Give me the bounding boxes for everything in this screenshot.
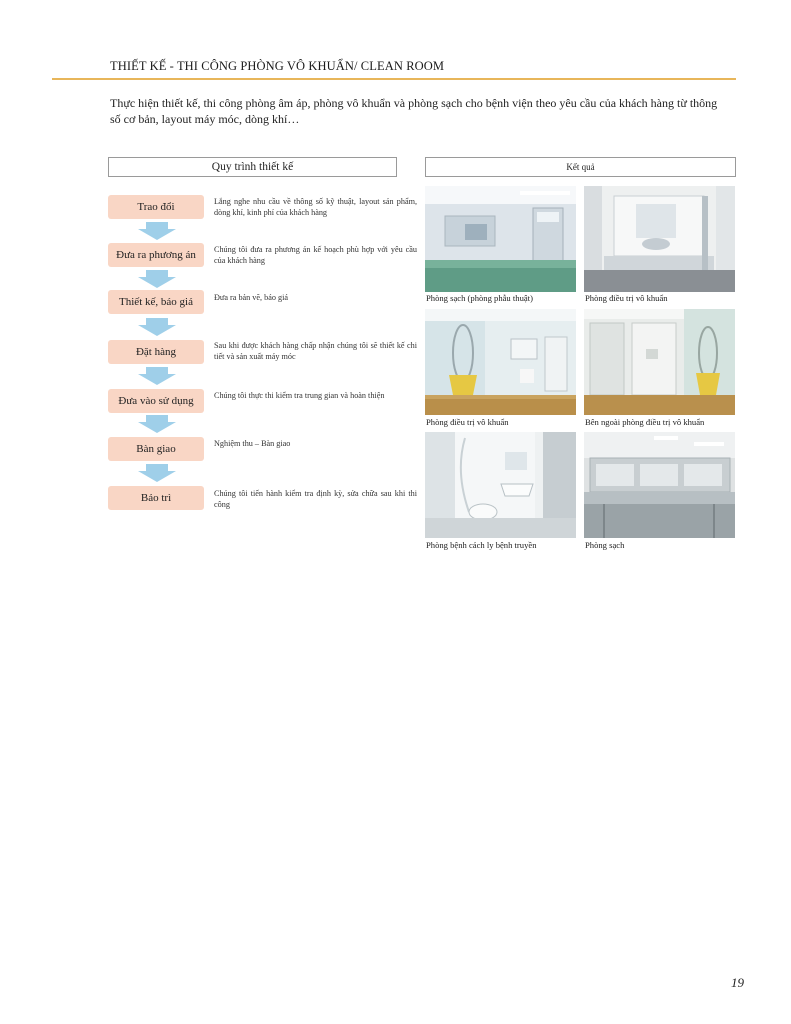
step-box: Đưa ra phương án xyxy=(108,243,204,267)
down-arrow-icon xyxy=(138,367,176,385)
down-arrow-icon xyxy=(138,222,176,240)
step-box: Trao đổi xyxy=(108,195,204,219)
photo-caption: Phòng điều trị vô khuẩn xyxy=(585,293,668,303)
down-arrow-icon xyxy=(138,270,176,288)
photo-caption: Phòng sạch xyxy=(585,540,625,550)
photo-isolation-ward xyxy=(425,432,576,538)
step-box: Bảo trì xyxy=(108,486,204,510)
step-description: Sau khi được khách hàng chấp nhận chúng tôi sẽ thiết kế chi tiết và sản xuất máy móc xyxy=(214,341,417,361)
step-description: Lắng nghe nhu cầu về thông số kỹ thuật, layout sản phẩm, dòng khí, kinh phí của khách hàng xyxy=(214,197,417,217)
step-description: Chúng tôi đưa ra phương án kế hoạch phù hợp với yêu cầu của khách hàng xyxy=(214,245,417,265)
photo-aseptic-room-2 xyxy=(425,309,576,415)
step-description: Đưa ra bản vẽ, báo giá xyxy=(214,293,288,302)
intro-paragraph: Thực hiện thiết kế, thi công phòng âm áp, phòng vô khuẩn và phòng sạch cho bệnh viện theo yêu cầu của khách hàng từ thông số cơ bản, layout máy móc, dòng khí… xyxy=(110,96,718,126)
photo-caption: Phòng bệnh cách ly bệnh truyền xyxy=(426,540,537,550)
page-title: THIẾT KẾ - THI CÔNG PHÒNG VÔ KHUẨN/ CLEAN ROOM xyxy=(110,59,445,73)
down-arrow-icon xyxy=(138,318,176,336)
photo-caption: Bên ngoài phòng điều trị vô khuẩn xyxy=(585,417,705,427)
page-number: 19 xyxy=(731,975,744,990)
process-heading: Quy trình thiết kế xyxy=(108,157,397,177)
photo-aseptic-room-1 xyxy=(584,186,735,292)
down-arrow-icon xyxy=(138,415,176,433)
title-rule xyxy=(52,78,736,80)
step-box: Bàn giao xyxy=(108,437,204,461)
down-arrow-icon xyxy=(138,464,176,482)
step-box: Thiết kế, báo giá xyxy=(108,290,204,314)
results-heading: Kết quả xyxy=(425,157,736,177)
step-description: Chúng tôi thực thi kiểm tra trung gian và hoàn thiện xyxy=(214,391,385,400)
photo-operating-cleanroom xyxy=(425,186,576,292)
photo-caption: Phòng điều trị vô khuẩn xyxy=(426,417,509,427)
photo-cleanroom-lab xyxy=(584,432,735,538)
step-description: Nghiệm thu – Bàn giao xyxy=(214,439,291,448)
step-description: Chúng tôi tiến hành kiểm tra định kỳ, sửa chữa sau khi thi công xyxy=(214,489,417,509)
photo-aseptic-room-outside xyxy=(584,309,735,415)
photo-caption: Phòng sạch (phòng phẫu thuật) xyxy=(426,293,533,303)
step-box: Đặt hàng xyxy=(108,340,204,364)
step-box: Đưa vào sử dụng xyxy=(108,389,204,413)
